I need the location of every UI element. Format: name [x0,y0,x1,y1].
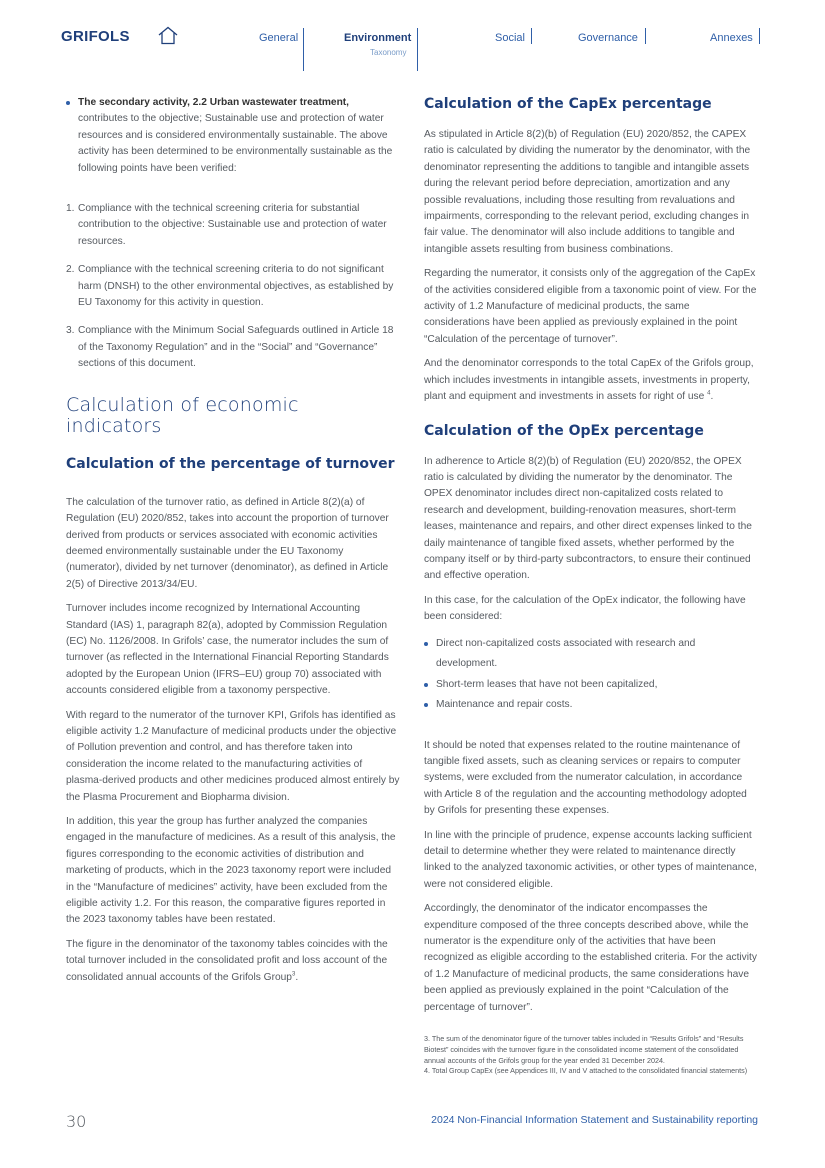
paragraph: Regarding the numerator, it consists only of the aggregation of the CapEx of the activities considered eligible from a taxonomic point of view. For the activity of 1.2 Manufacture of medicinal products, the same considerations have been applied as previously explained in the point “Calculation of the percentage of turnover”. [424,268,757,345]
paragraph: In adherence to Article 8(2)(b) of Regulation (EU) 2020/852, the OPEX ratio is calculated by dividing the numerator by the denominator. The OPEX denominator includes direct non-capitalized costs related to research and development, building-renovation measures, short-term leases, maintenance and repairs, and other direct expenses linked to the daily maintenance of tangible fixed assets, whether performed by the company itself or by third-party subcontractors, to ensure their continued and effective operation. [424,455,752,582]
paragraph: Accordingly, the denominator of the indicator encompasses the expenditure composed of the three concepts described above, while the numerator is the expenditure only of the activities that have been recognized as eligible according to the established criteria. For the activity of 1.2 Manufacture of medicinal products, the same considerations have been applied as previously explained in the point “Calculation of the percentage of turnover”. [424,903,757,1013]
grifols-logo[interactable]: GRIFOLS [61,28,130,45]
nav-annexes[interactable]: Annexes [710,32,753,44]
top-navigation [0,0,825,80]
item-number: 3. [66,325,75,337]
bullet-bold-text: The secondary activity, 2.2 Urban wastewater treatment, [78,97,350,108]
paragraph: The calculation of the turnover ratio, as defined in Article 8(2)(a) of Regulation (EU) 2020/852, takes into account the proportion of turnover derived from products or services associated with economic activities deemed environmentally sustainable under the EU Taxonomy (numerator), divided by net turnover (denominator), as defined in Article 2(5) of Directive 2013/34/EU. [66,496,389,590]
secondary-activity-bullet [66,95,400,177]
paragraph: In line with the principle of prudence, expense accounts lacking sufficient detail to determine whether they were related to maintenance directly linked to the analyzed taxonomic activities, or other types of maintenance, were not considered eligible. [424,829,757,890]
section-title: Calculation of economic indicators [66,393,299,437]
paragraph: In addition, this year the group has further analyzed the companies engaged in the manufacture of medicines. As a result of this analysis, the figures corresponding to the economic activities of distribution and marketing of products, which in the 2023 taxonomy report were included in the “Manufacture of medicines” activity, have been excluded from the eligible activity 1.2. For this reason, the comparative figures reported in the 2023 taxonomy tables have been restated. [66,816,396,926]
page-number: 30 [66,1112,87,1131]
turnover-heading: Calculation of the percentage of turnover [66,455,395,472]
paragraph [66,937,400,986]
item-number: 1. [66,203,75,215]
footnotes [424,1034,758,1077]
nav-divider [417,28,418,71]
left-column [66,95,400,994]
paragraph-end: . [295,971,299,983]
opex-heading: Calculation of the OpEx percentage [424,422,704,439]
footnote: 3. The sum of the denominator figure of the turnover tables included in “Results Grifols” and “Results Biotest” coincides with the turnover figure in the consolidated income statement of the consolidated annual accounts of the Grifols group for the year ended 31 December 2024. [424,1034,744,1065]
opex-list [424,634,758,716]
paragraph: Turnover includes income recognized by International Accounting Standard (IAS) 1, paragraph 82(a), adopted by Commission Regulation (EC) No. 1126/2008. In Grifols’ case, the numerator includes the sum of turnover (as reflected in the International Financial Reporting Standards adopted by the European Union (IFRS–EU) group 70) associated with accounts considered eligible from a taxonomy perspective. [66,603,389,697]
nav-general[interactable]: General [259,32,299,44]
item-text: Compliance with the technical screening criteria for substantial contribution to the objective: Sustainable use and protection of water resources. [78,203,387,247]
nav-governance[interactable]: Governance [578,32,638,44]
list-item: Short-term leases that have not been capitalized, [424,675,758,696]
paragraph: As stipulated in Article 8(2)(b) of Regulation (EU) 2020/852, the CAPEX ratio is calculated by dividing the numerator by the denominator, with the denominator representing the additions to tangible and intangible assets during the relevant period before depreciation, amortization and any possible revaluations, including those resulting from revaluations and impairments, corresponding to the relevant period, excluding changes in fair value. The denominator will also include additions to tangible and intangible assets resulting from business combinations. [424,129,751,255]
nav-divider [303,28,304,71]
numbered-item [66,201,400,250]
paragraph-text: The figure in the denominator of the taxonomy tables coincides with the total turnover included in the consolidated profit and loss account of the consolidated annual accounts of the Grifols Group [66,938,388,983]
bullet-text: contributes to the objective; Sustainable use and protection of water resources and is considered environmentally sustainable. The above activity has been determined to be environmentally sustainable as the following points have been verified: [78,113,393,174]
right-column [424,95,758,1077]
footnote-ref[interactable]: 3 [291,971,296,978]
numbered-item [66,323,400,372]
home-icon[interactable] [158,26,178,45]
footnote: 4. Total Group CapEx (see Appendices III, IV and V attached to the consolidated financial statements) [424,1066,748,1076]
nav-environment-taxonomy[interactable]: Taxonomy [370,48,407,57]
footer-title: 2024 Non-Financial Information Statement and Sustainability reporting [431,1114,758,1126]
numbered-item [66,262,400,311]
capex-heading: Calculation of the CapEx percentage [424,96,712,112]
nav-divider [759,28,760,44]
paragraph [424,356,758,405]
nav-environment[interactable]: Environment [344,32,412,44]
paragraph-end: . [710,391,714,403]
nav-social[interactable]: Social [495,32,525,44]
paragraph: It should be noted that expenses related to the routine maintenance of tangible fixed assets, such as cleaning services or repairs to computer systems, were excluded from the numerator calculation, in accordance with Article 8 of the regulation and the accounting methodology adopted by Grifols for presenting these expenses. [424,739,747,817]
item-text: Compliance with the Minimum Social Safeguards outlined in Article 18 of the Taxonomy Regulation” and in the “Social” and “Governance” sections of this document. [78,325,394,370]
nav-divider [645,28,646,44]
item-text: Compliance with the technical screening criteria to do not significant harm (DNSH) to the other environmental objectives, as established by EU Taxonomy for this activity in question. [78,264,394,309]
paragraph: With regard to the numerator of the turnover KPI, Grifols has identified as eligible activity 1.2 Manufacture of medicinal products under the objective of Pollution prevention and control, and has therefore taken into consideration the income related to the manufacturing activities of plasma-derived products and other medicines produced almost entirely by the Plasma Procurement and Biopharma division. [66,709,400,803]
paragraph-text: And the denominator corresponds to the total CapEx of the Grifols group, which includes investments in intangible assets, investments in property, plant and equipment and investments in assets for right of use [424,358,754,403]
list-item: Direct non-capitalized costs associated with research and development. [424,634,758,675]
paragraph: In this case, for the calculation of the OpEx indicator, the following have been considered: [424,594,746,623]
nav-divider [531,28,532,44]
item-number: 2. [66,264,75,276]
list-item: Maintenance and repair costs. [424,695,758,716]
footnote-ref[interactable]: 4 [707,390,711,397]
